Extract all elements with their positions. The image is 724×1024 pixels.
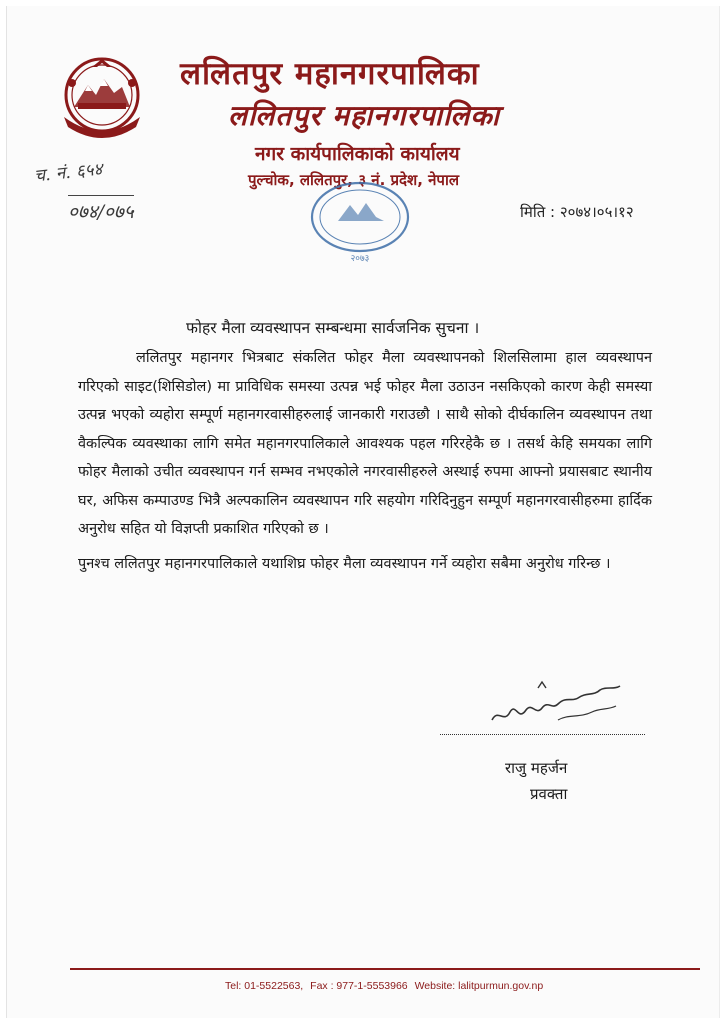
footer-website: Website: lalitpurmun.gov.np [414,980,544,992]
notice-paragraph-1: ललितपुर महानगर भित्रबाट संकलित फोहर मैला व्यवस्थापनको शिलसिलामा हाल व्यवस्थापन गरिएको साइट(शिसिडोल) मा प्राविधिक समस्या उत्पन्न भई फोहर मैला उठाउन नसकिएको कारण केही समस्या उत्पन्न भएको व्यहोरा सम्पूर्ण महानगरवासीहरुलाई जानकारी गराउछौ । साथै सोको दीर्घकालिन व्यवस्थापन तथा वैकल्पिक व्यवस्थाका लागि समेत महानगरपालिकाले आवश्यक पहल गरिरहेकै छ । तसर्थ केहि समयका लागि फोहर मैलाको उचीत व्यवस्थापन गर्न सम्भव नभएकोले नगरवासीहरुले अस्थाई रुपमा आफ्नो प्रयासबाट स्थानीय घर, अफिस कम्पाउण्ड भित्रै अल्पकालिन व्यवस्थापन गरि सहयोग गरिदिनुहुन सम्पूर्ण महानगरवासीहरुमा हार्दिक अनुरोध सहित यो विज्ञप्ती प्रकाशित गरिएको छ । [78,350,652,537]
handwritten-signature [488,680,638,730]
footer-divider [70,968,700,970]
handwritten-fiscal-year: ०७४/०७५ [68,195,134,224]
footer-fax: Fax : 977-1-5553966 [310,980,408,992]
signature-line [440,734,645,735]
office-name: नगर कार्यपालिकाको कार्यालय [255,143,460,165]
footer-telephone: Tel: 01-5522563, [225,980,304,992]
signatory-name: राजु महर्जन [505,759,568,777]
letter-date: मिति : २०७४।०५।१२ [520,203,634,221]
municipality-emblem [52,45,152,145]
office-address: पुल्चोक, ललितपुर, ३ नं. प्रदेश, नेपाल [248,171,460,189]
signatory-title: प्रवक्ता [530,785,568,803]
notice-body [78,344,652,578]
notice-subject: फोहर मैला व्यवस्थापन सम्बन्धमा सार्वजनिक सुचना । [186,319,480,337]
footer-contact [225,980,547,992]
org-name-primary: ललितपुर महानगरपालिका [180,56,480,92]
handwritten-reference-number: च. नं. ६५४ [33,159,104,187]
official-stamp [300,175,420,265]
org-name-secondary: ललितपुर महानगरपालिका [228,99,501,132]
notice-paragraph-2: पुनश्च ललितपुर महानगरपालिकाले यथाशिघ्र फोहर मैला व्यवस्थापन गर्ने व्यहोरा सबैमा अनुरोध गरिन्छ । [78,555,611,572]
svg-text:२०७३: २०७३ [350,254,370,264]
